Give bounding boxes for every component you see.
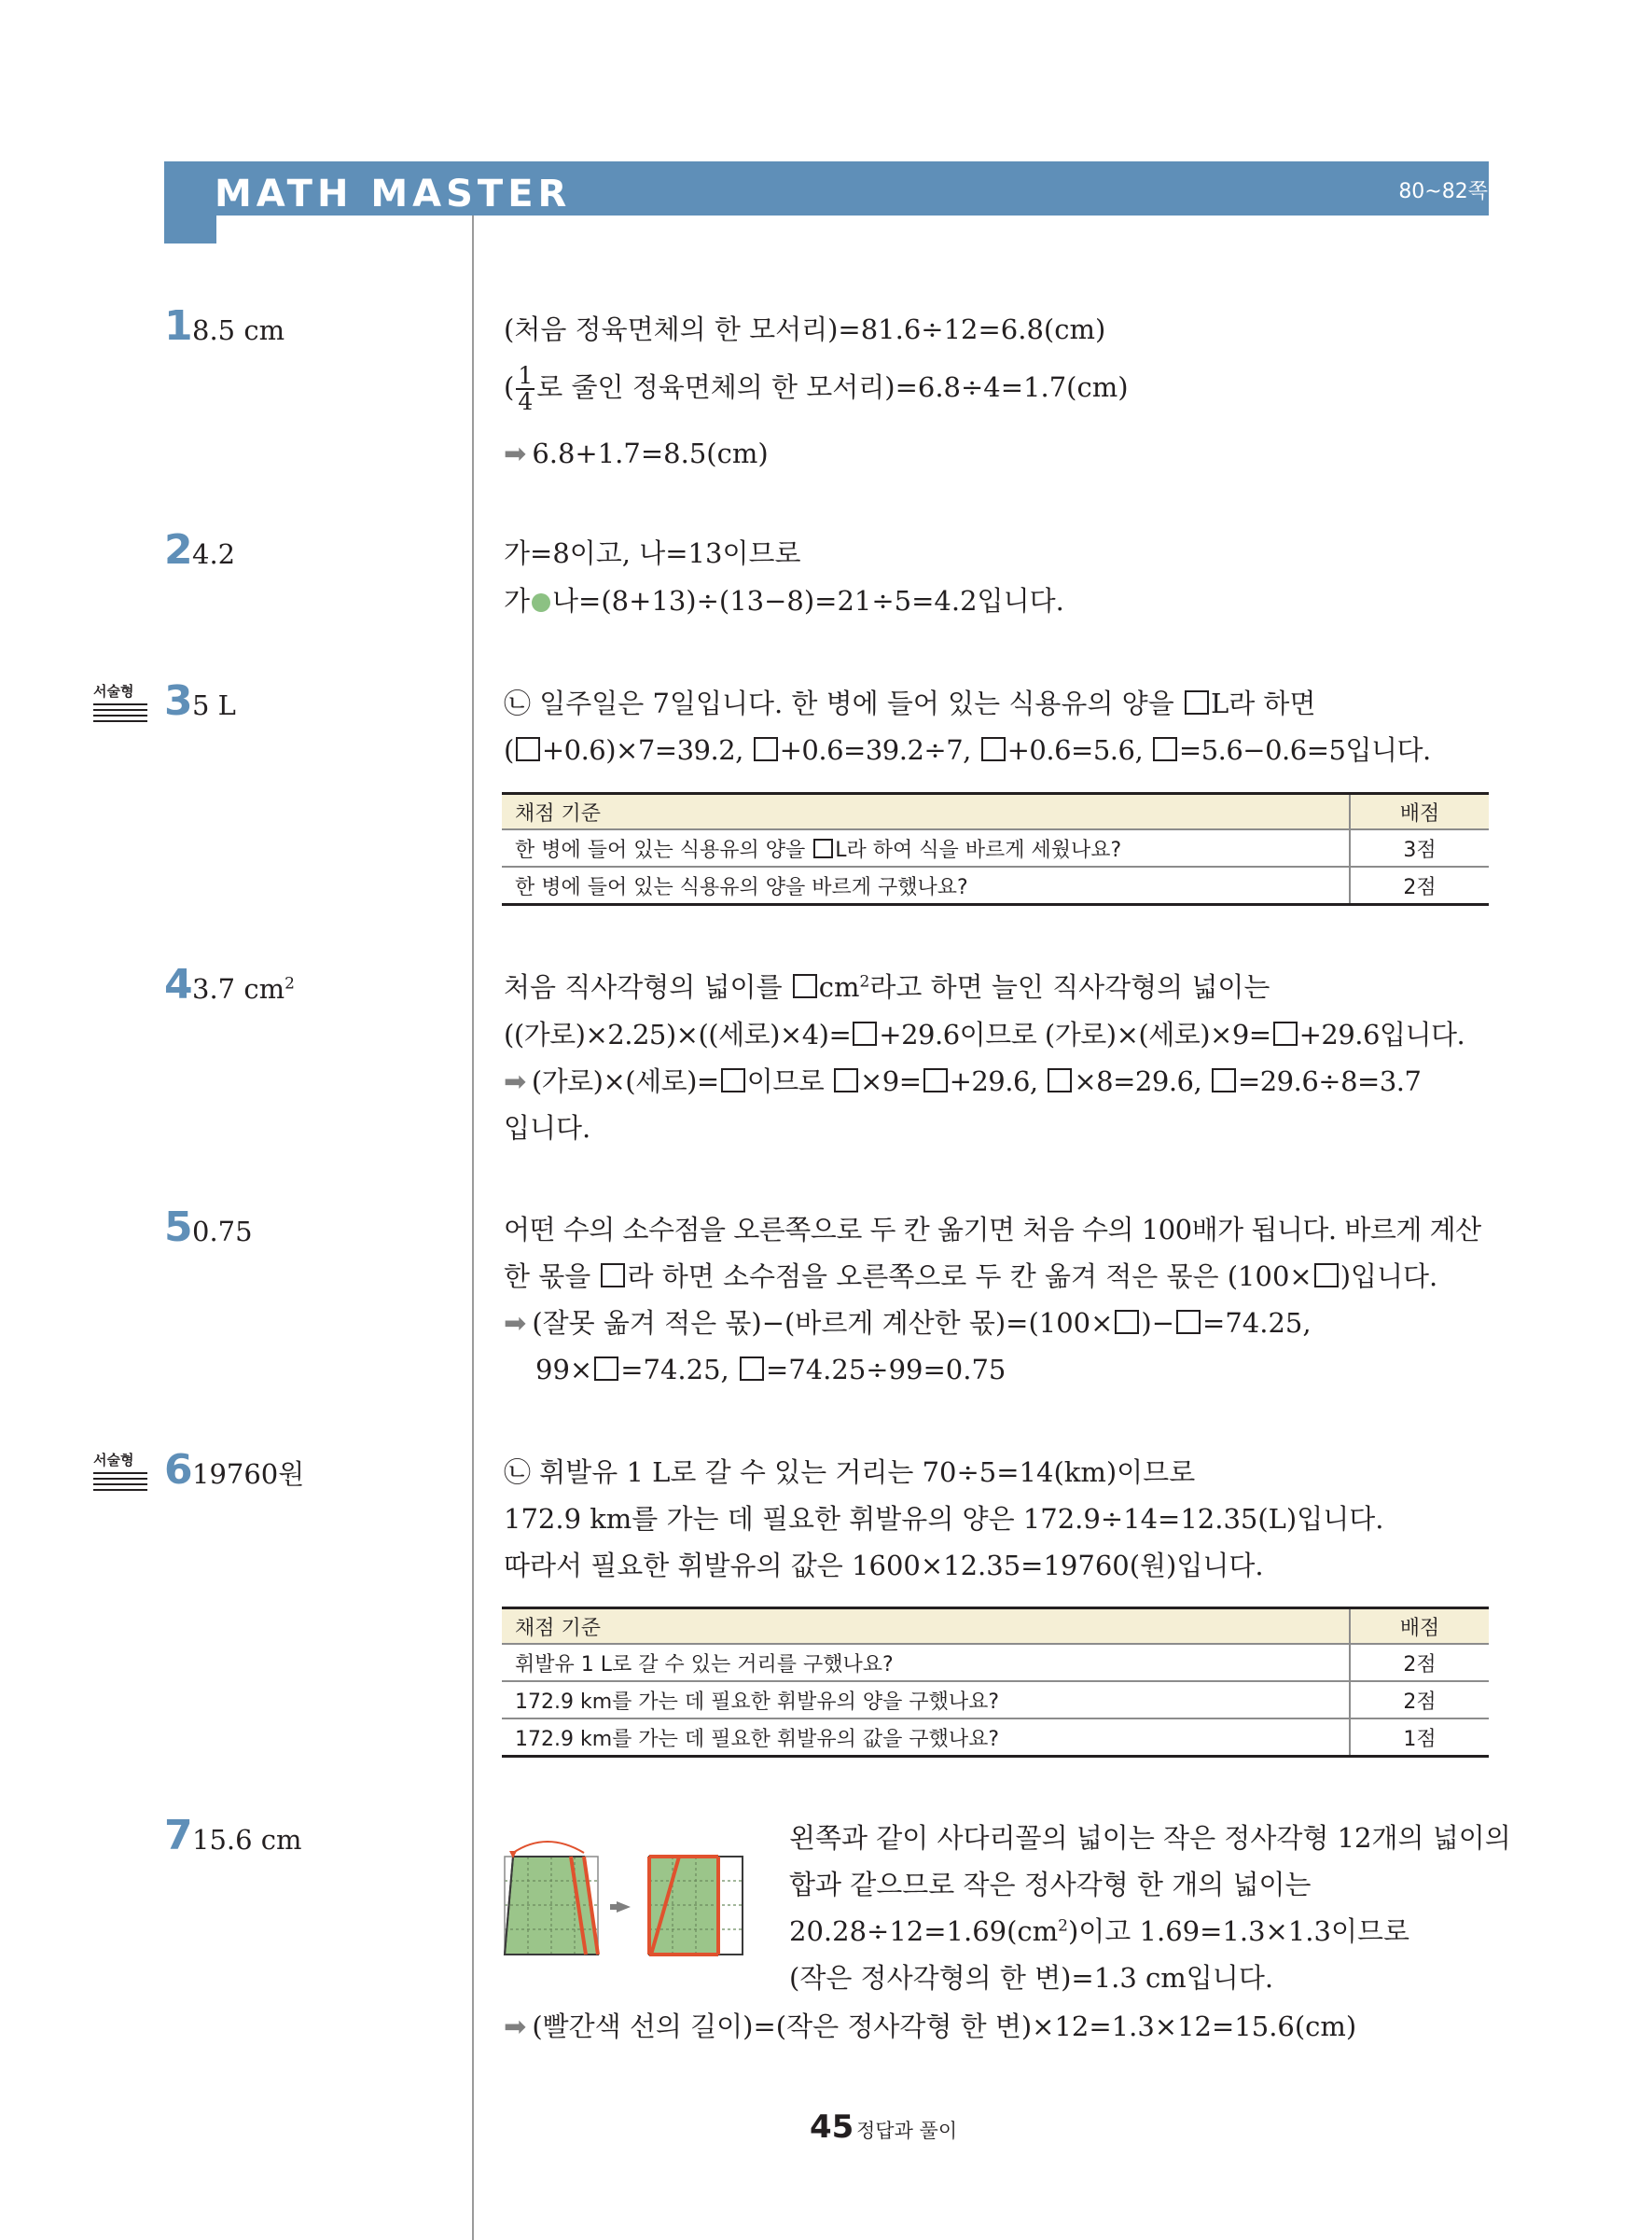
blank-box: [981, 737, 1006, 761]
q7-line-1: 왼쪽과 같이 사다리꼴의 넓이는 작은 정사각형 12개의 넓이의: [789, 1822, 1511, 1854]
scoring-table-3: [502, 792, 1489, 906]
table-row: 172.9 km를 가는 데 필요한 휘발유의 양을 구했나요? 2점: [502, 1681, 1489, 1718]
q3-line-2: ( +0.6)×7=39.2, +0.6=39.2÷7, +0.6=5.6, =5.6−0.6=5입니다.: [504, 734, 1431, 766]
table-row: 한 병에 들어 있는 식용유의 양을 L라 하여 식을 바르게 세웠나요? 3점: [502, 829, 1489, 867]
trapezoid-grid-figure: [500, 1838, 770, 1959]
blank-box: [601, 1263, 625, 1287]
footer-label: 정답과 풀이: [856, 2120, 958, 2142]
fraction-one-quarter: $\frac{1}{4}$: [518, 362, 534, 415]
rearranged-rectangle-icon: [649, 1857, 743, 1955]
green-dot-operator-icon: [532, 593, 550, 612]
descriptive-tag-3: 서술형: [93, 681, 147, 726]
criteria-header: 채점 기준: [502, 794, 1350, 830]
blank-box: [1212, 1068, 1236, 1092]
trapezoid-icon: [505, 1842, 598, 1955]
blank-box: [516, 737, 540, 761]
q5-line-3: ➡ (잘못 옮겨 적은 몫)−(바르게 계산한 몫)=(100× )− =74.25,: [504, 1307, 1312, 1339]
q1-line-2: ( $\frac{1}{4}$ 로 줄인 정육면체의 한 모서리)=6.8÷4=1.7(cm): [504, 362, 1129, 415]
arrow-icon: ➡: [504, 1307, 527, 1339]
score-header: 배점: [1350, 1608, 1489, 1645]
blank-box: [1273, 1022, 1298, 1046]
question-number-2: 2: [164, 526, 193, 574]
blank-box: [721, 1068, 745, 1092]
answer-2: 4.2: [192, 538, 236, 570]
q1-line-1: (처음 정육면체의 한 모서리)=81.6÷12=6.8(cm): [504, 313, 1106, 345]
answer-5: 0.75: [192, 1216, 253, 1247]
blank-box: [853, 1022, 877, 1046]
blank-box: [740, 1357, 764, 1381]
q6-line-3: 따라서 필요한 휘발유의 값은 1600×12.35=19760(원)입니다.: [504, 1550, 1264, 1581]
table-row: 172.9 km를 가는 데 필요한 휘발유의 값을 구했나요? 1점: [502, 1718, 1489, 1757]
q7-line-3: $20.28\div 12=1.69(cm^2)$이고 1.69=1.3×1.3이므로: [789, 1915, 1409, 1947]
section-title: MATH MASTER: [215, 173, 572, 216]
question-number-6: 6: [164, 1446, 193, 1494]
q2-line-1: 가=8이고, 나=13이므로: [504, 537, 801, 569]
page-range: 80~82쪽: [1398, 180, 1488, 203]
question-number-5: 5: [164, 1203, 193, 1251]
blank-box: [834, 1068, 858, 1092]
q5-line-1: 어떤 수의 소수점을 오른쪽으로 두 칸 옮기면 처음 수의 100배가 됩니다. 바르게 계산: [504, 1214, 1481, 1245]
q7-line-5: ➡ (빨간색 선의 길이)=(작은 정사각형 한 변)×12=1.3×12=15.6(cm): [504, 2010, 1357, 2042]
question-number-1: 1: [164, 302, 193, 350]
q6-line-1: ㉡ 휘발유 1 L로 갈 수 있는 거리는 70÷5=14(km)이므로: [504, 1456, 1196, 1488]
blank-box: [1185, 690, 1209, 715]
q2-line-2: 가 나=(8+13)÷(13−8)=21÷5=4.2입니다.: [504, 585, 1064, 617]
blank-box: [1153, 737, 1177, 761]
q1-line-3: ➡ 6.8+1.7=8.5(cm): [504, 438, 769, 469]
page-number: 45: [810, 2108, 854, 2146]
q7-line-2: 합과 같으므로 작은 정사각형 한 개의 넓이는: [789, 1869, 1312, 1900]
answer-4: 3.7 $cm^2$: [192, 973, 295, 1005]
answer-3: 5 L: [192, 689, 236, 721]
q7-line-4: (작은 정사각형의 한 변)=1.3 cm입니다.: [789, 1962, 1274, 1994]
q3-line-1: ㉡ 일주일은 7일입니다. 한 병에 들어 있는 식용유의 양을 L라 하면: [504, 688, 1316, 719]
question-number-4: 4: [164, 961, 193, 1009]
answer-7: 15.6 cm: [192, 1824, 302, 1856]
answer-1: 8.5 cm: [192, 314, 285, 346]
blank-box: [793, 974, 817, 998]
header-accent-block: [164, 161, 216, 243]
blank-box: [1314, 1263, 1339, 1287]
criteria-header: 채점 기준: [502, 1608, 1350, 1645]
arrow-icon: ➡: [504, 2010, 527, 2042]
table-row: 한 병에 들어 있는 식용유의 양을 바르게 구했나요? 2점: [502, 867, 1489, 905]
scoring-table-6: [502, 1607, 1489, 1758]
question-number-7: 7: [164, 1812, 193, 1859]
q4-line-2: ((가로)×2.25)×((세로)×4)= +29.6이므로 (가로)×(세로)×9= +29.6입니다.: [504, 1019, 1465, 1050]
q5-line-4: 99× =74.25, =74.25÷99=0.75: [535, 1354, 1006, 1385]
q5-line-2: 한 몫을 라 하면 소수점을 오른쪽으로 두 칸 옮겨 적은 몫은 (100× )입니다.: [504, 1260, 1438, 1292]
arrow-icon: [617, 1901, 631, 1913]
arrow-icon: ➡: [504, 438, 527, 469]
arrow-icon: ➡: [504, 1065, 526, 1097]
blank-box: [1048, 1068, 1072, 1092]
question-number-3: 3: [164, 677, 193, 725]
blank-box: [1115, 1310, 1139, 1334]
blank-box: [594, 1357, 618, 1381]
column-divider: [472, 216, 474, 2240]
blank-box: [813, 839, 833, 858]
blank-box: [923, 1068, 948, 1092]
q4-line-3: ➡ (가로)×(세로)= 이므로 ×9= +29.6, ×8=29.6, =29.6÷8=3.7: [504, 1065, 1422, 1097]
score-header: 배점: [1350, 794, 1489, 830]
descriptive-tag-6: 서술형: [93, 1450, 147, 1495]
q4-line-1: 처음 직사각형의 넓이를 $cm^2$라고 하면 늘인 직사각형의 넓이는: [504, 971, 1270, 1003]
q4-line-4: 입니다.: [504, 1112, 591, 1144]
answer-6: 19760원: [192, 1458, 305, 1490]
table-row: 휘발유 1 L로 갈 수 있는 거리를 구했나요? 2점: [502, 1644, 1489, 1681]
blank-box: [754, 737, 778, 761]
q6-line-2: 172.9 km를 가는 데 필요한 휘발유의 양은 172.9÷14=12.35(L)입니다.: [504, 1503, 1384, 1535]
blank-box: [1176, 1310, 1201, 1334]
